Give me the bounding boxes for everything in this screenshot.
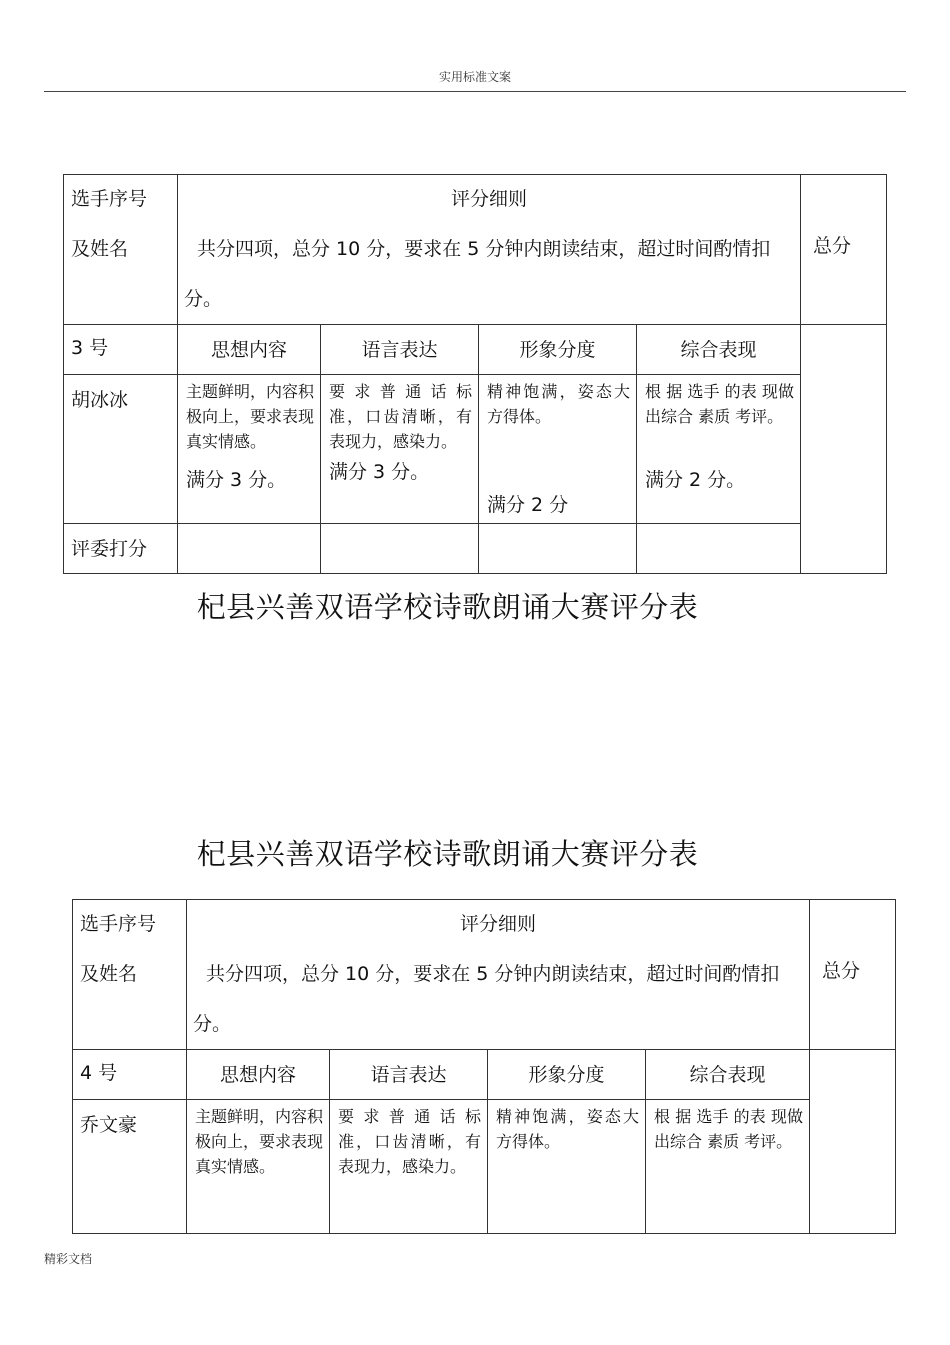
total-score-header: 总分 bbox=[801, 175, 887, 325]
judge-score-language[interactable] bbox=[321, 524, 479, 574]
scoring-rules-description: 共分四项，总分 10 分，要求在 5 分钟内朗读结束，超过时间酌情扣分。 bbox=[184, 238, 771, 310]
category-overall: 综合表现 bbox=[637, 325, 801, 375]
category-overall: 综合表现 bbox=[646, 1050, 810, 1100]
category-language: 语言表达 bbox=[321, 325, 479, 375]
criteria-overall: 根 据 选手 的表 现做 出综合 素质 考评。 bbox=[646, 1100, 810, 1234]
contestant-id-header: 选手序号 及姓名 bbox=[73, 900, 187, 1050]
criteria-content: 主题鲜明，内容积极向上，要求表现真实情感。 bbox=[187, 1100, 330, 1234]
full-marks-overall: 满分 2 分。 bbox=[645, 469, 746, 491]
category-content: 思想内容 bbox=[178, 325, 321, 375]
full-marks-language: 满分 3 分。 bbox=[329, 461, 430, 483]
score-table-2 bbox=[72, 899, 896, 1234]
criteria-image: 精神饱满，姿态大方得体。 bbox=[488, 1100, 646, 1234]
criteria-content: 主题鲜明，内容积极向上，要求表现真实情感。 满分 3 分。 bbox=[178, 375, 321, 524]
full-marks-content: 满分 3 分。 bbox=[186, 469, 287, 491]
scoring-rules-header bbox=[178, 175, 801, 325]
total-score-cell[interactable] bbox=[810, 1050, 896, 1234]
judge-score-content[interactable] bbox=[178, 524, 321, 574]
contestant-name: 乔文豪 bbox=[73, 1100, 187, 1234]
contestant-name: 胡冰冰 bbox=[64, 375, 178, 524]
category-image: 形象分度 bbox=[479, 325, 637, 375]
category-image: 形象分度 bbox=[488, 1050, 646, 1100]
score-table-1 bbox=[63, 174, 887, 574]
total-score-header: 总分 bbox=[810, 900, 896, 1050]
header-divider bbox=[44, 91, 906, 92]
judge-score-overall[interactable] bbox=[637, 524, 801, 574]
scoring-rules-header bbox=[187, 900, 810, 1050]
category-language: 语言表达 bbox=[330, 1050, 488, 1100]
judge-score-label: 评委打分 bbox=[64, 524, 178, 574]
scoring-rules-title: 评分细则 bbox=[459, 913, 536, 935]
scoring-rules-description: 共分四项，总分 10 分，要求在 5 分钟内朗读结束，超过时间酌情扣分。 bbox=[193, 963, 780, 1035]
criteria-image: 精神饱满，姿态大方得体。 满分 2 分 bbox=[479, 375, 637, 524]
criteria-language: 要 求 普 通 话 标准，口齿清晰，有表现力，感染力。 bbox=[330, 1100, 488, 1234]
criteria-overall: 根 据 选手 的表 现做 出综合 素质 考评。 满分 2 分。 bbox=[637, 375, 801, 524]
contestant-number: 3 号 bbox=[64, 325, 178, 375]
total-score-cell[interactable] bbox=[801, 325, 887, 574]
criteria-language: 要 求 普 通 话 标准，口齿清晰，有表现力，感染力。 满分 3 分。 bbox=[321, 375, 479, 524]
sheet-title-2: 杞县兴善双语学校诗歌朗诵大赛评分表 bbox=[196, 837, 699, 871]
sheet-title-1: 杞县兴善双语学校诗歌朗诵大赛评分表 bbox=[196, 590, 699, 624]
full-marks-image: 满分 2 分 bbox=[487, 494, 569, 516]
judge-score-image[interactable] bbox=[479, 524, 637, 574]
page-header: 实用标准文案 bbox=[438, 70, 511, 84]
contestant-number: 4 号 bbox=[73, 1050, 187, 1100]
page-footer: 精彩文档 bbox=[44, 1252, 93, 1266]
category-content: 思想内容 bbox=[187, 1050, 330, 1100]
contestant-id-header: 选手序号 及姓名 bbox=[64, 175, 178, 325]
scoring-rules-title: 评分细则 bbox=[450, 188, 527, 210]
